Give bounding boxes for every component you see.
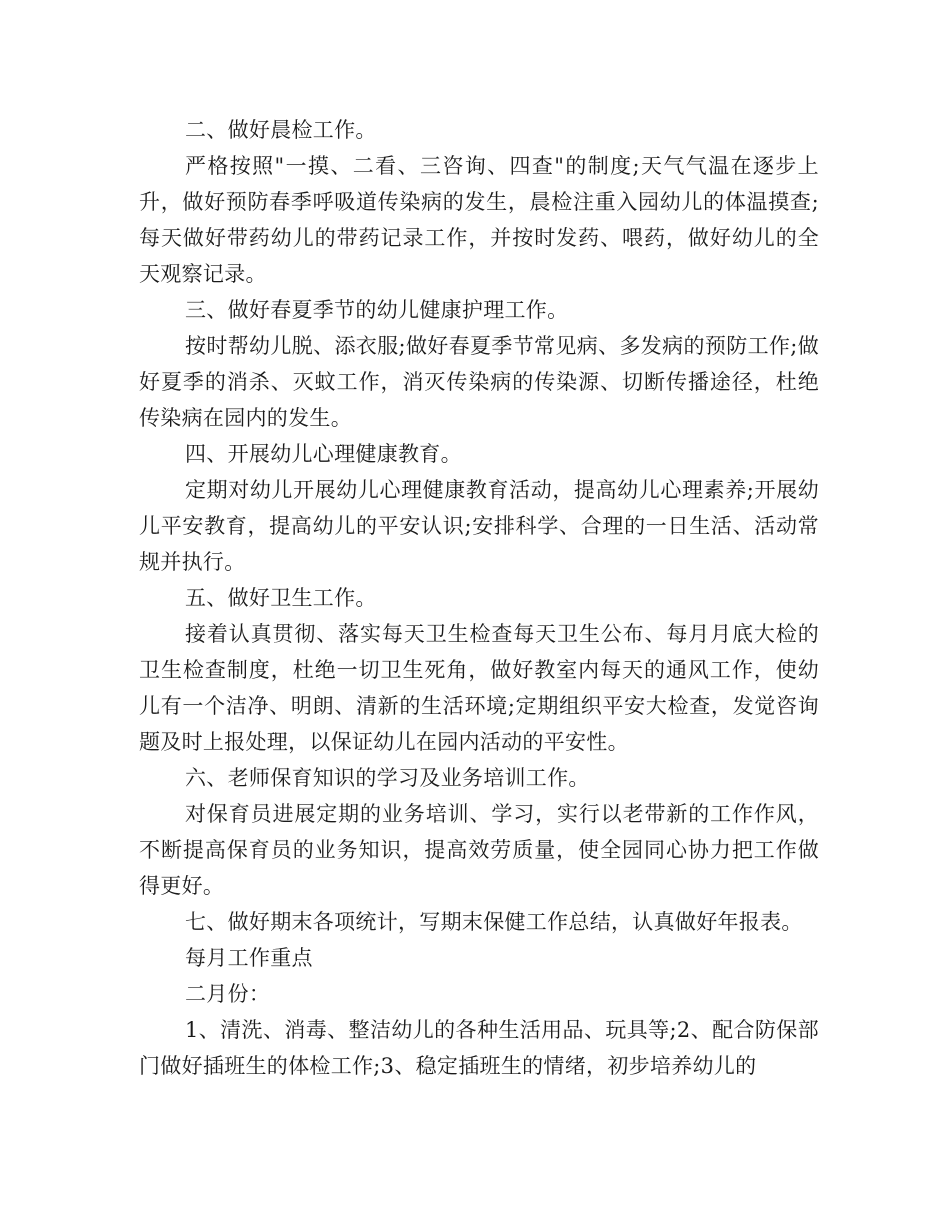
section-heading-year-end: 七、做好期末各项统计，写期末保健工作总结，认真做好年报表。 [185, 910, 803, 934]
paragraph-training: 对保育员进展定期的业务培训、学习，实行以老带新的工作作风，不断提高保育员的业务知识，提高效劳质量，使全园同心协力把工作做得更好。 [139, 802, 819, 898]
paragraph-february-tasks: 1、清洗、消毒、整洁幼儿的各种生活用品、玩具等;2、配合防保部门做好插班生的体检工作;3、稳定插班生的情绪，初步培养幼儿的 [139, 1018, 819, 1078]
section-heading-mental-health: 四、开展幼儿心理健康教育。 [185, 442, 462, 466]
paragraph-hygiene: 接着认真贯彻、落实每天卫生检查每天卫生公布、每月月底大检的卫生检查制度，杜绝一切卫生死角，做好教室内每天的通风工作，使幼儿有一个洁净、明朗、清新的生活环境;定期组织平安大检查，发觉咨询题及时上报处理，以保证幼儿在园内活动的平安性。 [139, 622, 819, 754]
section-heading-training: 六、老师保育知识的学习及业务培训工作。 [185, 766, 590, 790]
subheading-february: 二月份： [185, 982, 271, 1006]
paragraph-health-care: 按时帮幼儿脱、添衣服;做好春夏季节常见病、多发病的预防工作;做好夏季的消杀、灭蚊工作，消灭传染病的传染源、切断传播途径，杜绝传染病在园内的发生。 [139, 334, 819, 430]
paragraph-morning-check: 严格按照"一摸、二看、三咨询、四查"的制度;天气气温在逐步上升，做好预防春季呼吸道传染病的发生，晨检注重入园幼儿的体温摸查;每天做好带药幼儿的带药记录工作，并按时发药、喂药，做好幼儿的全天观察记录。 [139, 154, 819, 286]
section-heading-hygiene: 五、做好卫生工作。 [185, 586, 377, 610]
document-body [139, 112, 819, 1084]
section-heading-health-care: 三、做好春夏季节的幼儿健康护理工作。 [185, 298, 569, 322]
section-heading-monthly-focus: 每月工作重点 [185, 946, 313, 970]
section-heading-morning-check: 二、做好晨检工作。 [185, 118, 377, 142]
paragraph-mental-health: 定期对幼儿开展幼儿心理健康教育活动，提高幼儿心理素养;开展幼儿平安教育，提高幼儿的平安认识;安排科学、合理的一日生活、活动常规并执行。 [139, 478, 819, 574]
